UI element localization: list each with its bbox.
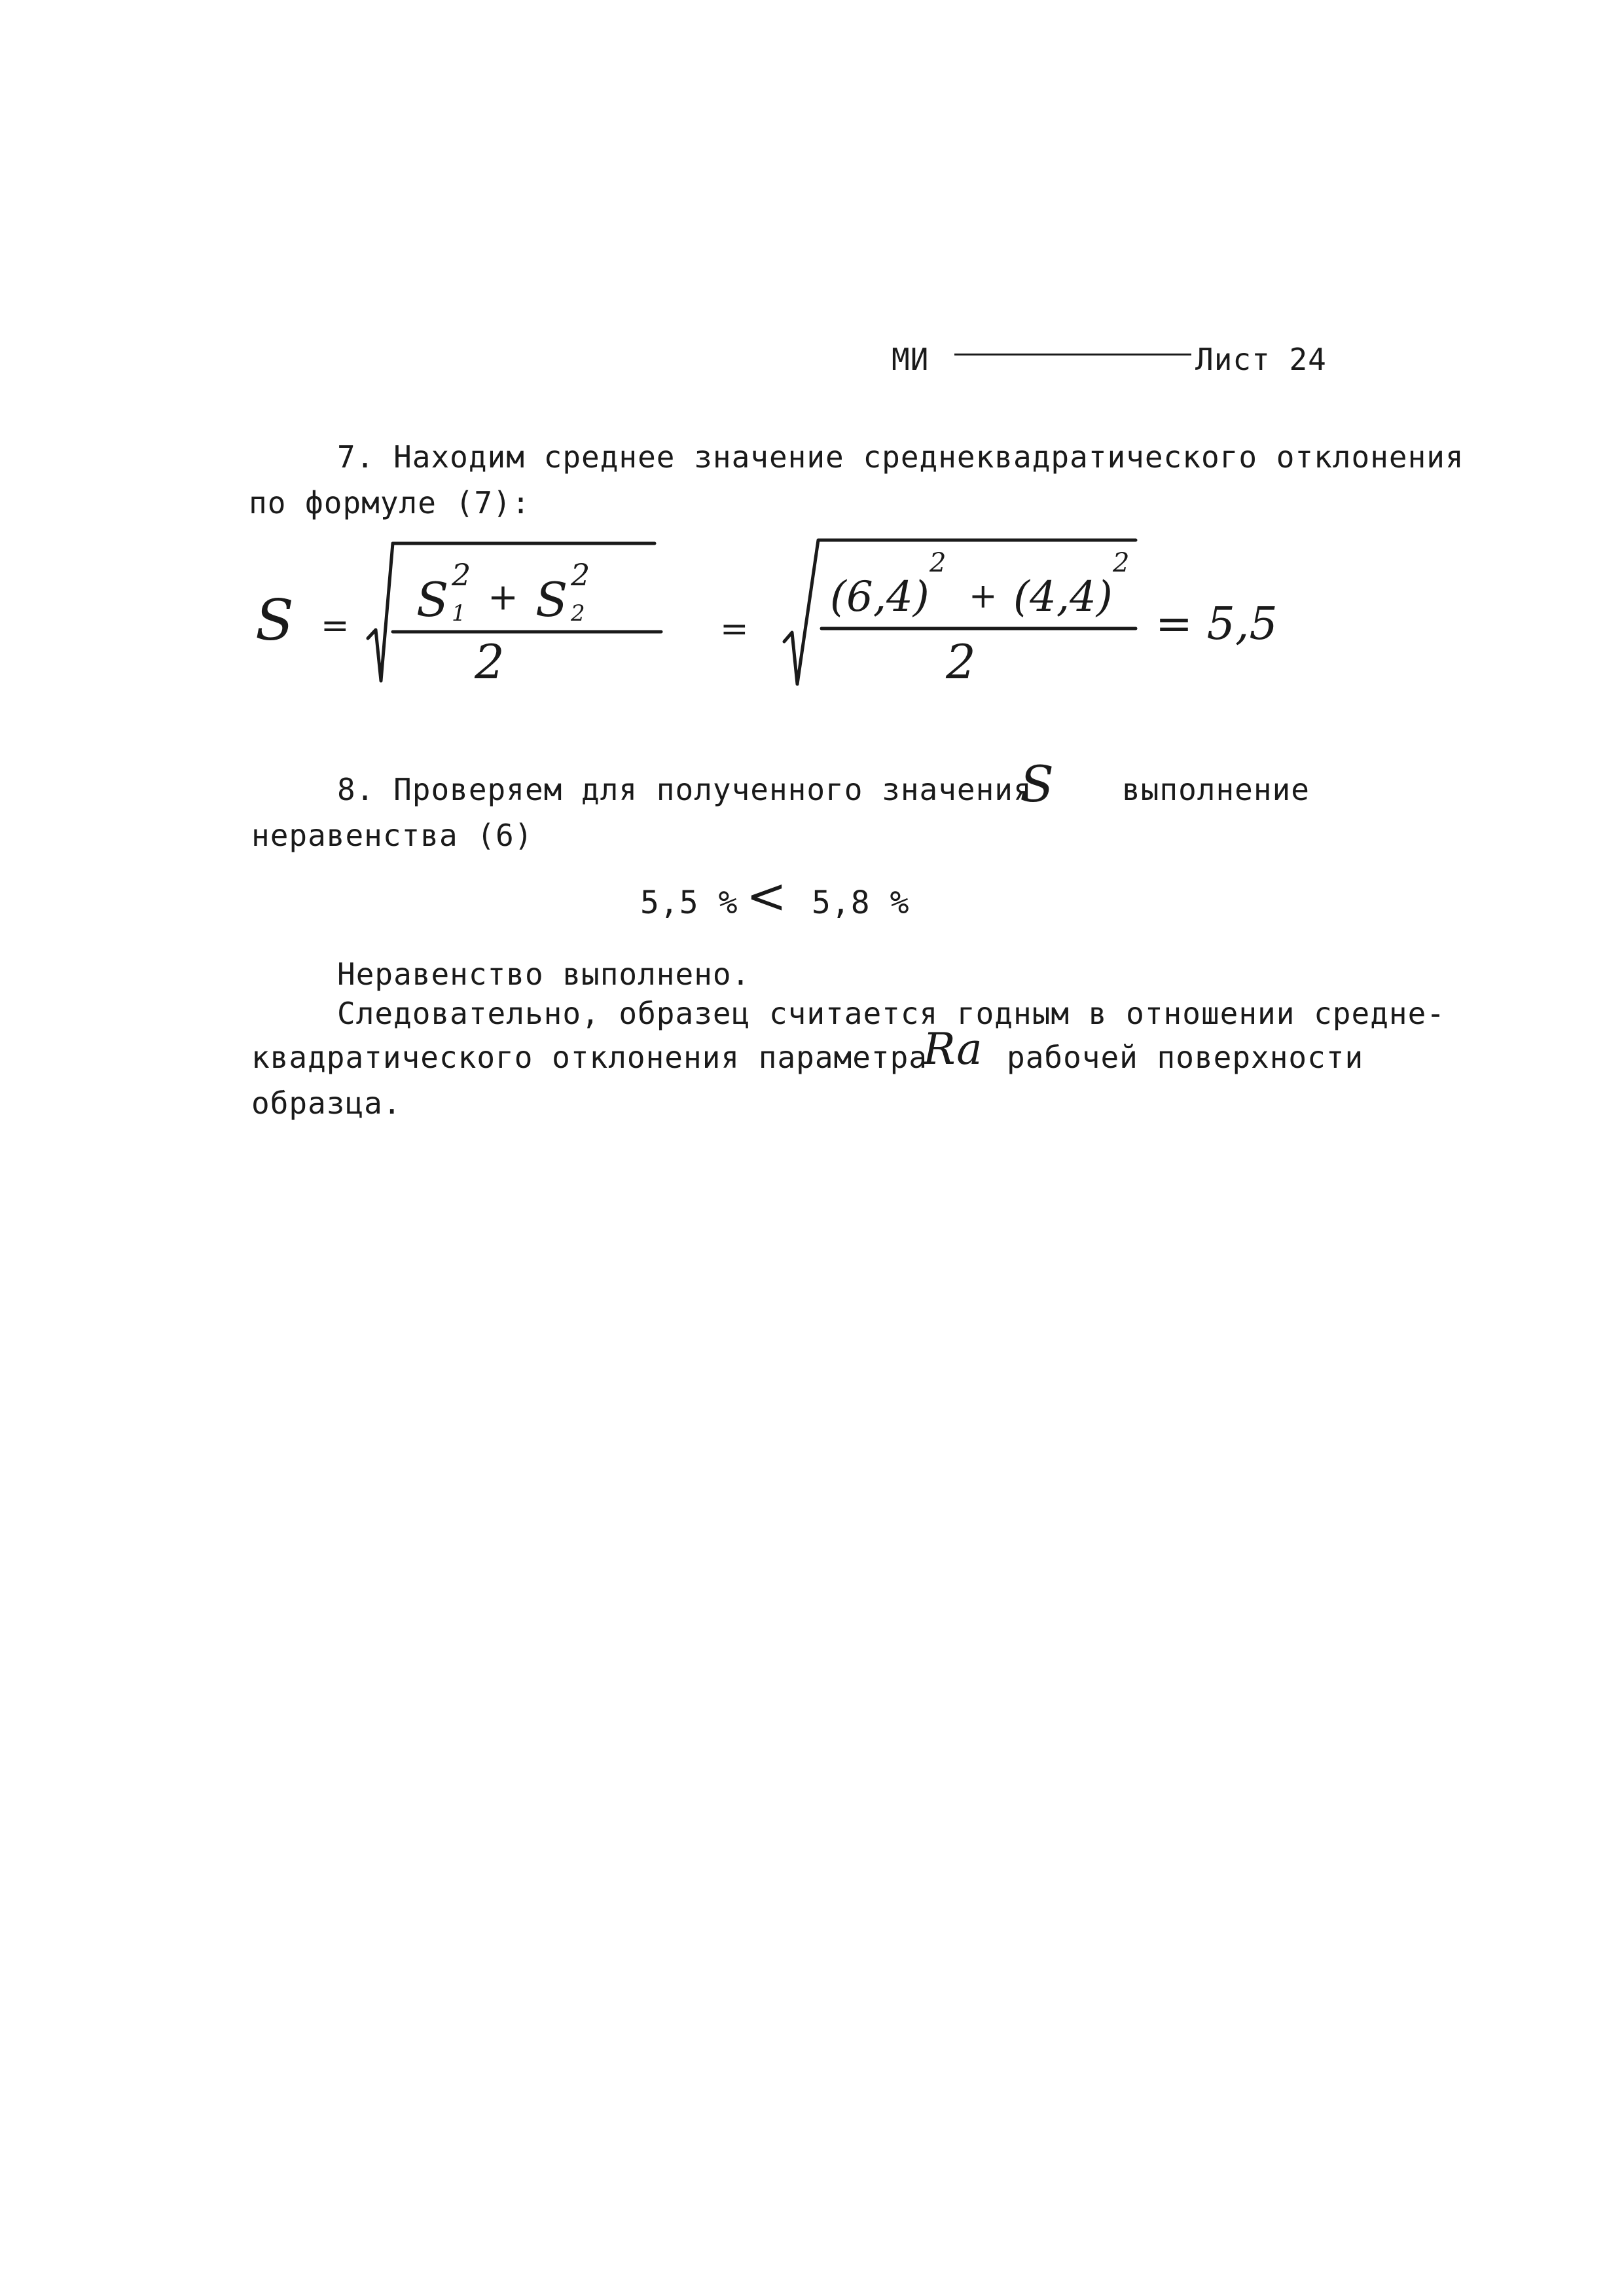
formula-s2-sup: 2 [571,557,590,592]
formula-s2: S [535,572,568,627]
conclusion-line2: Следовательно, образец считается годным в отношении средне- [337,996,1445,1031]
sheet-number: Лист 24 [1195,342,1327,377]
conclusion-line3-a: квадратического отклонения параметра [251,1040,928,1075]
formula-equals-2: = [720,610,749,649]
ra-symbol: Ra [923,1024,983,1074]
formula-s1: S [416,572,449,627]
step8-line1-a: 8. Проверяем для полученного значения [337,772,1032,807]
step7-line2: по формуле (7): [249,485,531,520]
formula-s1-sub: 1 [452,600,466,627]
formula-result: = 5,5 [1155,598,1278,650]
inequality-left: 5,5 % [640,884,738,921]
formula-plus-1: + [488,576,518,619]
step8-line2: неравенства (6) [251,818,533,853]
formula-plus-2: + [969,577,998,616]
step8-s-symbol: S [1020,755,1055,813]
step7-line1: 7. Находим среднее значение среднеквадратического отклонения [337,439,1464,475]
doc-code: МИ [892,342,929,377]
formula-term-1: (6,4) [830,573,929,621]
formula-term-1-sup: 2 [929,548,947,578]
step8-line1-b: выполнение [1122,772,1310,807]
conclusion-line3-b: рабочей поверхности [1007,1040,1364,1075]
inequality-right: 5,8 % [812,884,910,921]
conclusion-line4: образца. [251,1085,402,1121]
formula-term-2: (4,4) [1013,573,1113,621]
formula-s1-sup: 2 [452,557,471,592]
inequality-sign: < [746,868,787,924]
formula-denominator-1: 2 [475,634,505,689]
formula-denominator-2: 2 [946,634,976,689]
formula-term-2-sup: 2 [1113,548,1130,578]
formula-s2-sub: 2 [571,600,585,627]
formula-lhs-s: S [255,588,294,653]
formula-equals-1: = [321,606,350,646]
conclusion-line1: Неравенство выполнено. [337,957,751,992]
